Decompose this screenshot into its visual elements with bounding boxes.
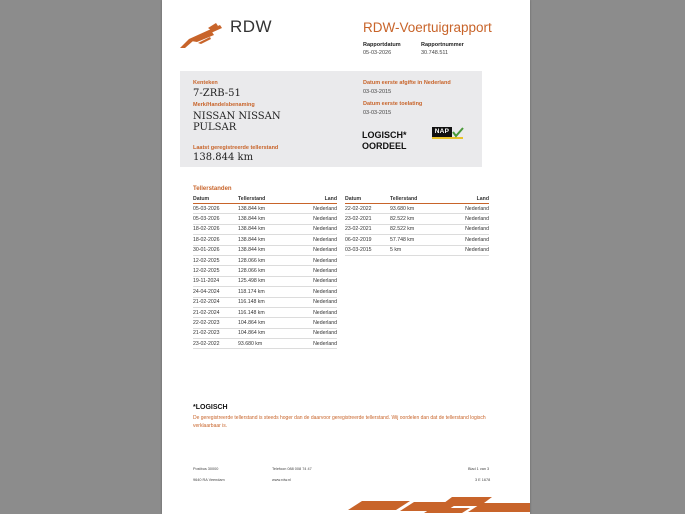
col-country: Land [293,195,337,204]
cell-country: Nederland [293,224,337,234]
cell-country: Nederland [293,204,337,214]
cell-country: Nederland [293,214,337,224]
cell-date: 22-02-2023 [193,318,238,328]
report-number-label: Rapportnummer [421,42,464,48]
cell-reading: 128.066 km [238,266,293,276]
cell-reading: 93.680 km [238,339,293,349]
footer-web: www.rdw.nl [272,478,291,482]
table-row [193,307,337,317]
table-row [345,235,489,245]
verdict-line2: OORDEEL [362,141,407,151]
cell-reading: 138.844 km [238,235,293,245]
footer-city: 9640 RA Veendam [193,478,225,482]
odometer-table-right [345,195,489,256]
footer-postbox: Postbus 30000 [193,467,219,471]
table-row [193,339,337,349]
cell-date: 12-02-2025 [193,255,238,265]
col-reading: Tellerstand [238,195,293,204]
table-row [345,214,489,224]
footer-stripes-icon [340,494,530,514]
cell-date: 23-02-2021 [345,224,390,234]
cell-reading: 93.680 km [390,204,445,214]
table-row [193,297,337,307]
footer-phone: Telefoon 088 008 74 47 [272,467,312,471]
footnote-text: De geregistreerde tellerstand is steeds hoger dan de daarvoor geregistreerde tellerstand. Wij oordelen dan dat de tellerstand logisch verklaarbaar is. [193,415,486,429]
cell-date: 23-02-2022 [193,339,238,349]
table-row [345,245,489,255]
odometer-value: 138.844 km [193,152,254,163]
cell-date: 19-11-2024 [193,276,238,286]
cell-reading: 104.864 km [238,318,293,328]
brand-name: RDW [230,17,273,36]
cell-date: 06-02-2019 [345,235,390,245]
report-page [162,0,530,514]
cell-country: Nederland [293,235,337,245]
cell-reading: 5 km [390,245,445,255]
cell-reading: 138.844 km [238,224,293,234]
footnote-title: *LOGISCH [193,404,228,411]
cell-reading: 57.748 km [390,235,445,245]
cell-country: Nederland [293,318,337,328]
cell-date: 18-02-2026 [193,235,238,245]
cell-reading: 138.844 km [238,214,293,224]
table-row [193,235,337,245]
col-date: Datum [345,195,390,204]
table-row [193,204,337,214]
cell-country: Nederland [445,214,489,224]
cell-reading: 138.844 km [238,204,293,214]
table-row [193,287,337,297]
cell-country: Nederland [293,266,337,276]
table-row [193,276,337,286]
cell-reading: 118.174 km [238,287,293,297]
cell-country: Nederland [293,255,337,265]
cell-date: 21-02-2023 [193,328,238,338]
table-row [193,214,337,224]
brand-label: Merk/Handelsbenaming [193,102,255,108]
first-admission-label: Datum eerste toelating [363,101,423,107]
cell-country: Nederland [293,307,337,317]
cell-reading: 128.066 km [238,255,293,265]
checkmark-icon [451,127,465,138]
cell-country: Nederland [293,276,337,286]
table-row [193,328,337,338]
col-reading: Tellerstand [390,195,445,204]
cell-reading: 82.522 km [390,224,445,234]
cell-country: Nederland [445,204,489,214]
table-row [193,318,337,328]
cell-reading: 82.522 km [390,214,445,224]
cell-reading: 125.498 km [238,276,293,286]
cell-date: 05-03-2026 [193,214,238,224]
cell-date: 24-04-2024 [193,287,238,297]
first-issue-nl-label: Datum eerste afgifte in Nederland [363,80,451,86]
report-date-value: 05-03-2026 [363,50,392,56]
cell-date: 21-02-2024 [193,307,238,317]
cell-date: 18-02-2026 [193,224,238,234]
odometer-label: Laatst geregistreerde tellerstand [193,145,279,151]
odometer-section-title: Tellerstanden [193,186,232,192]
cell-date: 21-02-2024 [193,297,238,307]
plate-label: Kenteken [193,80,218,86]
table-row [345,204,489,214]
cell-date: 12-02-2025 [193,266,238,276]
cell-date: 05-03-2026 [193,204,238,214]
cell-country: Nederland [445,235,489,245]
cell-country: Nederland [293,339,337,349]
cell-date: 30-01-2026 [193,245,238,255]
cell-date: 23-02-2021 [345,214,390,224]
cell-date: 22-02-2022 [345,204,390,214]
footer-page: Blad 1 van 3 [468,467,490,471]
cell-country: Nederland [293,328,337,338]
first-admission-value: 03-03-2015 [363,110,392,116]
table-row [193,245,337,255]
brand-line1: NISSAN NISSAN [193,111,281,122]
col-country: Land [445,195,489,204]
cell-country: Nederland [293,297,337,307]
table-row [345,224,489,234]
cell-country: Nederland [293,245,337,255]
cell-date: 03-03-2015 [345,245,390,255]
first-issue-nl-value: 03-03-2015 [363,89,392,95]
footer-code: 3 E 1678 [475,478,491,482]
brand-line2: PULSAR [193,122,237,133]
rdw-logo-icon [180,22,224,50]
table-row [193,266,337,276]
cell-country: Nederland [445,224,489,234]
nap-logo-icon [432,127,465,140]
plate-value: 7-ZRB-51 [193,88,241,99]
cell-reading: 116.148 km [238,307,293,317]
cell-reading: 116.148 km [238,297,293,307]
report-number-value: 30.748.511 [421,50,449,56]
cell-reading: 138.844 km [238,245,293,255]
verdict-line1: LOGISCH* [362,130,407,140]
nap-label: NAP [432,127,452,137]
odometer-table-left [193,195,337,349]
report-date-label: Rapportdatum [363,42,401,48]
cell-country: Nederland [293,287,337,297]
col-date: Datum [193,195,238,204]
cell-country: Nederland [445,245,489,255]
table-row [193,255,337,265]
report-title: RDW-Voertuigrapport [363,20,492,35]
cell-reading: 104.864 km [238,328,293,338]
table-row [193,224,337,234]
